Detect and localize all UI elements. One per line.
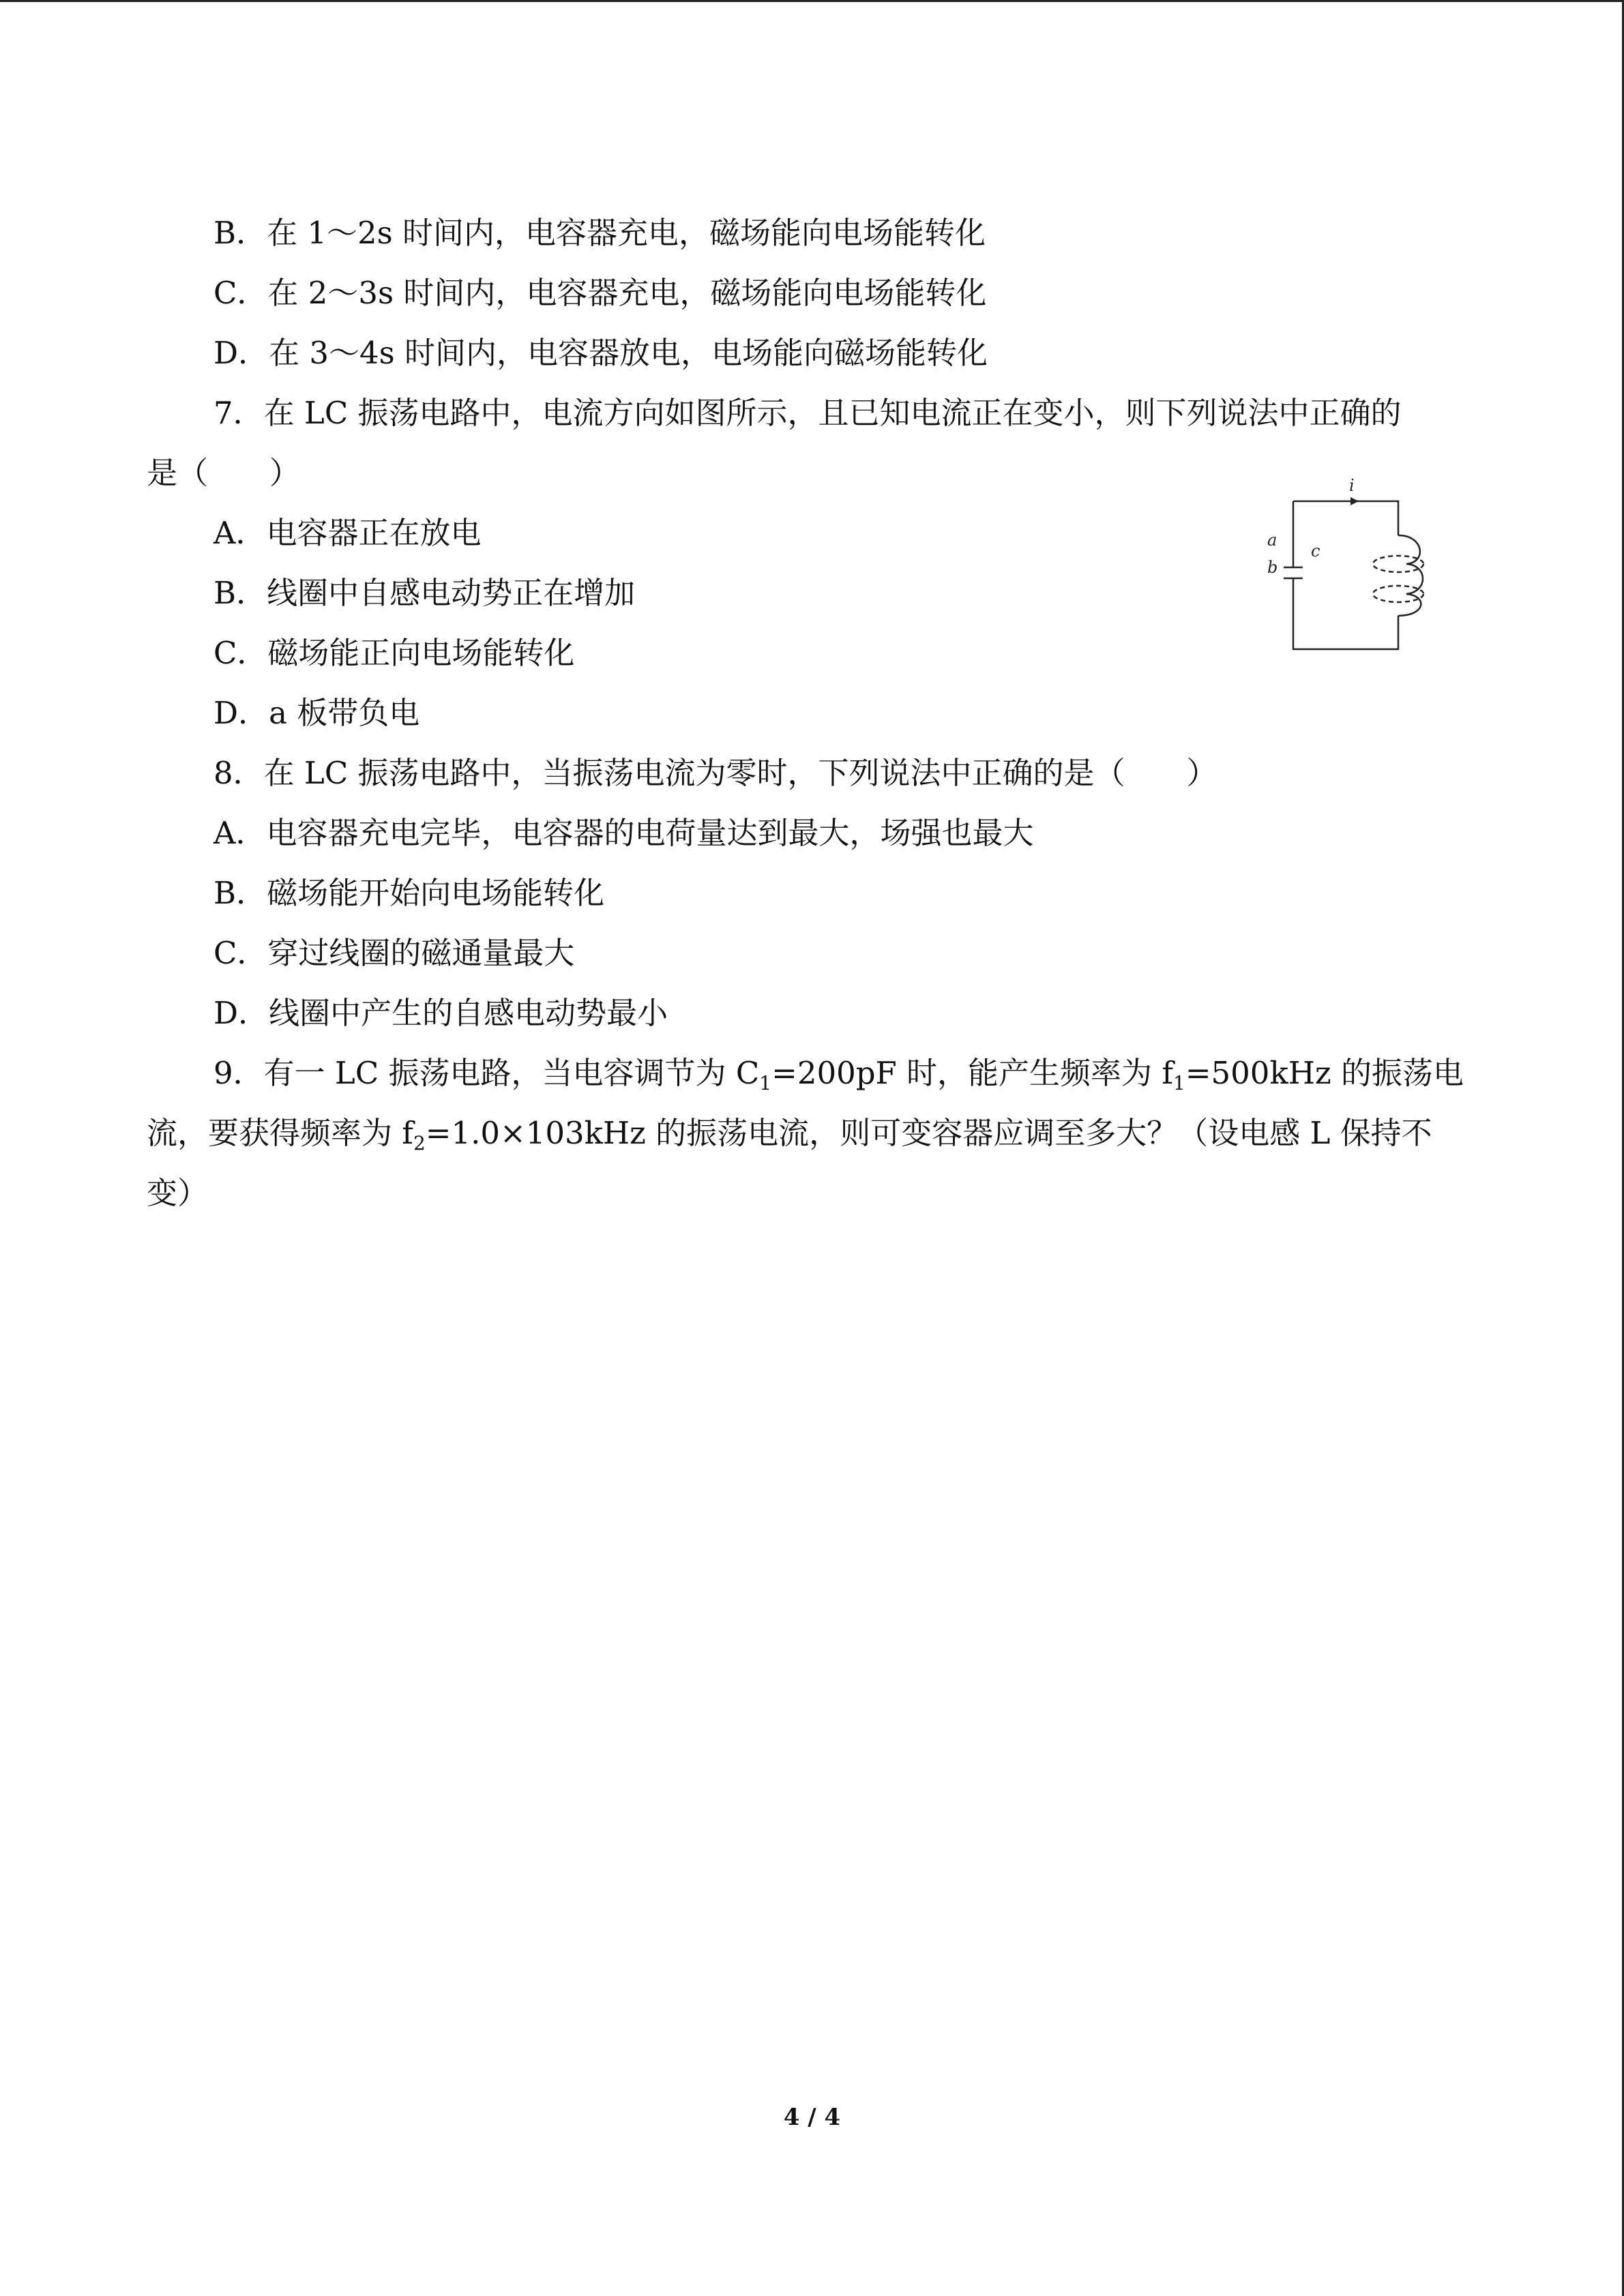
q8-option-d: D．线圈中产生的自感电动势最小 [213,995,668,1031]
q8-option-c: C．穿过线圈的磁通量最大 [213,935,575,971]
q7-stem-line-2: 是（ ） [147,455,301,491]
q8-stem: 8．在 LC 振荡电路中，当振荡电流为零时，下列说法中正确的是（ ） [213,755,1217,791]
current-arrow-icon [1350,497,1359,505]
inductor-coil-back-lower [1373,586,1423,602]
left-wire-lower [1293,578,1398,649]
q9-line-1 [213,1054,1464,1092]
q8-option-a: A．电容器充电完毕，电容器的电荷量达到最大，场强也最大 [213,815,1034,851]
q9-line-1-part-2: =200pF 时，能产生频率为 f [771,1055,1174,1091]
q7-option-c: C．磁场能正向电场能转化 [213,635,575,671]
lc-circuit-diagram [1262,471,1432,661]
q7-stem-line-1: 7．在 LC 振荡电路中，电流方向如图所示，且已知电流正在变小，则下列说法中正确的 [213,395,1402,431]
q6-option-c: C．在 2～3s 时间内，电容器充电，磁场能向电场能转化 [213,275,987,311]
inductor-coil-front [1398,535,1423,616]
inductor-coil-back-upper [1373,556,1423,572]
q9-f2-subscript: 2 [413,1132,426,1154]
q9-line-2-part-2: =1.0×103kHz 的振荡电流，则可变容器应调至多大？（设电感 L 保持不 [425,1115,1432,1151]
page-number: 4 / 4 [783,2104,841,2131]
q7-option-b: B．线圈中自感电动势正在增加 [213,575,636,611]
q6-option-b: B．在 1～2s 时间内，电容器充电，磁场能向电场能转化 [213,215,986,251]
plate-b-label: b [1267,558,1278,577]
plate-a-label: a [1267,531,1278,550]
q9-line-1-part-3: =500kHz 的振荡电 [1185,1055,1464,1091]
q7-option-d: D．a 板带负电 [213,695,420,731]
q9-f1-subscript: 1 [1173,1072,1185,1094]
top-wire [1293,501,1398,535]
q7-option-a: A．电容器正在放电 [213,515,482,551]
q8-option-b: B．磁场能开始向电场能转化 [213,875,605,911]
q9-c1-subscript: 1 [759,1072,772,1094]
capacitor-label: c [1311,541,1320,561]
current-label: i [1349,476,1355,495]
q9-line-2-part-1: 流，要获得频率为 f [147,1115,413,1151]
q9-line-3: 变） [147,1175,209,1211]
q9-line-1-part-1: 9．有一 LC 振荡电路，当电容调节为 C [213,1055,760,1091]
q6-option-d: D．在 3～4s 时间内，电容器放电，电场能向磁场能转化 [213,335,988,371]
q9-line-2 [147,1114,1432,1152]
